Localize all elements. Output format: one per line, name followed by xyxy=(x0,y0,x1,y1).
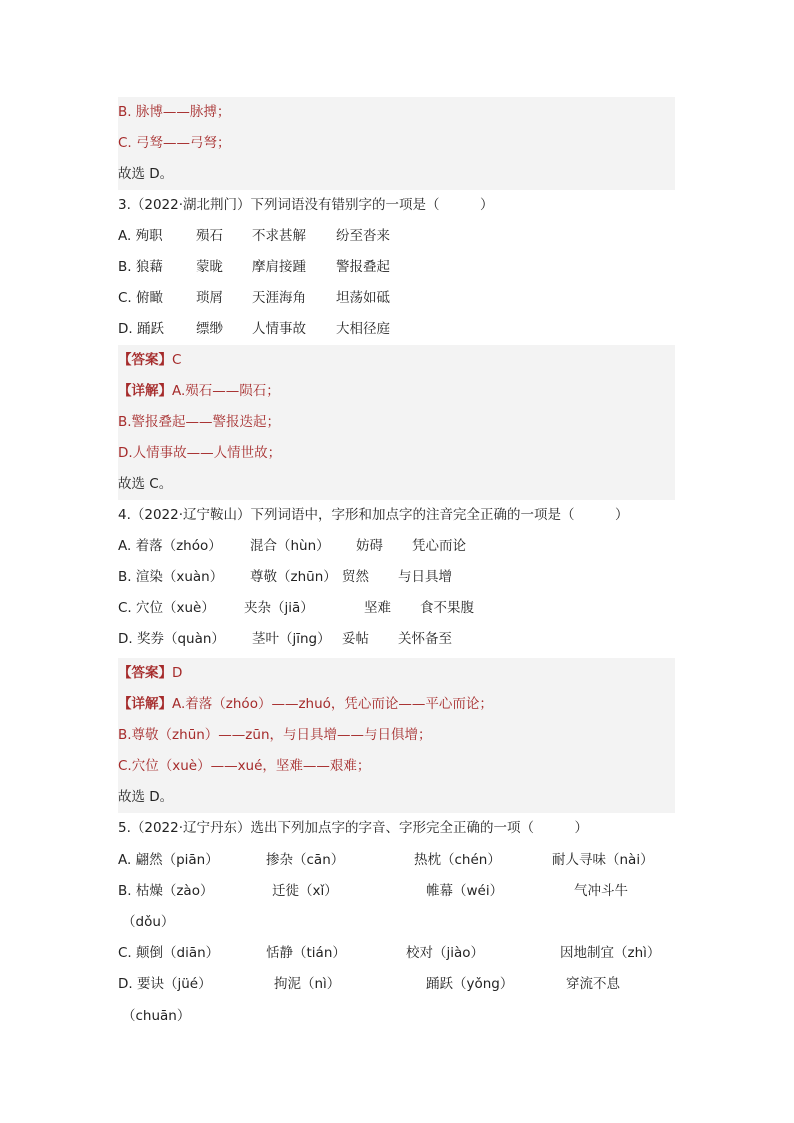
q5-c-3: 校对（jiào） xyxy=(406,945,485,961)
q4-answer-value: D xyxy=(172,665,183,681)
q3-d-4: 大相径庭 xyxy=(336,321,390,337)
q3-d-1: D. 踊跃 xyxy=(118,321,164,337)
q4-detail-tag: 【详解】 xyxy=(118,696,172,712)
q4-conclusion: 故选 D。 xyxy=(118,782,675,813)
q5-c-1: C. 颠倒（diān） xyxy=(118,945,220,961)
q4-c-4: 食不果腹 xyxy=(420,600,474,616)
q4-d-1: D. 奖券（quàn） xyxy=(118,631,225,647)
q4-d-3: 妥帖 xyxy=(342,631,369,647)
q3-answer xyxy=(118,345,675,376)
q5-a-4: 耐人寻味（nài） xyxy=(552,852,654,868)
q5-option-c xyxy=(118,938,675,969)
q3-d-2: 缥缈 xyxy=(196,321,223,337)
q4-stem: 4.（2022·辽宁鞍山）下列词语中，字形和加点字的注音完全正确的一项是（ ） xyxy=(118,507,629,523)
q3-c-4: 坦荡如砥 xyxy=(336,290,390,306)
q3-a-1: A. 殉职 xyxy=(118,228,163,244)
q5-b-1: B. 枯燥（zào） xyxy=(118,883,214,899)
prev-detail-c: C. 弓驽——弓弩； xyxy=(118,128,675,159)
q4-a-3: 妨碍 xyxy=(356,538,383,554)
q4-b-3: 贸然 xyxy=(342,569,369,585)
q4-detail-2: B.尊敬（zhūn）——zūn，与日具增——与日俱增； xyxy=(118,720,675,751)
q3-stem: 3.（2022·湖北荆门）下列词语没有错别字的一项是（ ） xyxy=(118,197,494,213)
q4-c-1: C. 穴位（xuè） xyxy=(118,600,215,616)
q3-a-2: 殒石 xyxy=(196,228,223,244)
q4-a-2: 混合（hùn） xyxy=(250,538,330,554)
q5-b-3: 帷幕（wéi） xyxy=(426,883,504,899)
q4-c-2: 夹杂（jiā） xyxy=(244,600,314,616)
q4-detail-1 xyxy=(118,689,675,720)
q5-option-b-wrap: （dǒu） xyxy=(122,914,175,930)
q5-option-a xyxy=(118,845,675,876)
q4-detail-1-text: A.着落（zhóo）——zhuó，凭心而论——平心而论； xyxy=(172,696,493,712)
q4-b-1: B. 渲染（xuàn） xyxy=(118,569,224,585)
q3-c-2: 琐屑 xyxy=(196,290,223,306)
q5-option-b xyxy=(118,876,675,907)
q3-option-b xyxy=(118,252,675,283)
q5-option-d xyxy=(118,969,675,1000)
q5-a-2: 掺杂（cān） xyxy=(266,852,345,868)
q3-detail-1 xyxy=(118,376,675,407)
prev-detail-b: B. 脉博——脉搏； xyxy=(118,97,675,128)
q3-option-a xyxy=(118,221,675,252)
q4-a-1: A. 着落（zhóo） xyxy=(118,538,222,554)
q4-b-4: 与日具增 xyxy=(398,569,452,585)
q5-d-1: D. 要诀（jüé） xyxy=(118,976,212,992)
q3-option-c xyxy=(118,283,675,314)
q4-detail-3: C.穴位（xuè）——xué，坚难——艰难； xyxy=(118,751,675,782)
q3-detail-2: B.警报叠起——警报迭起； xyxy=(118,407,675,438)
q5-b-4: 气冲斗牛 xyxy=(574,883,628,899)
q4-answer-tag: 【答案】 xyxy=(118,665,172,681)
q4-d-2: 茎叶（jīng） xyxy=(252,631,331,647)
q3-detail-3: D.人情事故——人情世故； xyxy=(118,438,675,469)
q3-d-3: 人情事故 xyxy=(252,321,306,337)
q3-b-3: 摩肩接踵 xyxy=(252,259,306,275)
q3-c-3: 天涯海角 xyxy=(252,290,306,306)
q3-answer-value: C xyxy=(172,352,182,368)
q4-option-c xyxy=(118,593,675,624)
q3-c-1: C. 俯瞰 xyxy=(118,290,164,306)
q4-a-4: 凭心而论 xyxy=(412,538,466,554)
q3-detail-tag: 【详解】 xyxy=(118,383,172,399)
q5-c-2: 恬静（tián） xyxy=(266,945,346,961)
q3-a-3: 不求甚解 xyxy=(252,228,306,244)
q5-stem: 5.（2022·辽宁丹东）选出下列加点字的字音、字形完全正确的一项（ ） xyxy=(118,820,589,836)
q4-d-4: 关怀备至 xyxy=(398,631,452,647)
prev-conclusion: 故选 D。 xyxy=(118,159,675,190)
q4-option-a xyxy=(118,531,675,562)
q5-d-4: 穿流不息 xyxy=(566,976,620,992)
q3-b-4: 警报叠起 xyxy=(336,259,390,275)
q4-c-3: 坚难 xyxy=(364,600,391,616)
q3-answer-tag: 【答案】 xyxy=(118,352,172,368)
q3-b-1: B. 狼藉 xyxy=(118,259,163,275)
q4-answer xyxy=(118,658,675,689)
q3-detail-1-text: A.殒石——陨石； xyxy=(172,383,280,399)
q4-b-2: 尊敬（zhūn） xyxy=(250,569,337,585)
q5-a-3: 热枕（chén） xyxy=(414,852,501,868)
q3-a-4: 纷至沓来 xyxy=(336,228,390,244)
q3-b-2: 蒙昽 xyxy=(196,259,223,275)
q5-d-2: 拘泥（nì） xyxy=(274,976,341,992)
q5-d-3: 踊跃（yǒng） xyxy=(426,976,514,992)
q3-conclusion: 故选 C。 xyxy=(118,469,675,500)
q3-option-d xyxy=(118,314,675,345)
q4-option-d xyxy=(118,624,675,655)
q5-b-2: 迁徙（xǐ） xyxy=(272,883,338,899)
q5-c-4: 因地制宜（zhì） xyxy=(560,945,661,961)
q5-a-1: A. 翩然（piān） xyxy=(118,852,219,868)
q4-option-b xyxy=(118,562,675,593)
q5-option-d-wrap: （chuān） xyxy=(122,1008,191,1024)
